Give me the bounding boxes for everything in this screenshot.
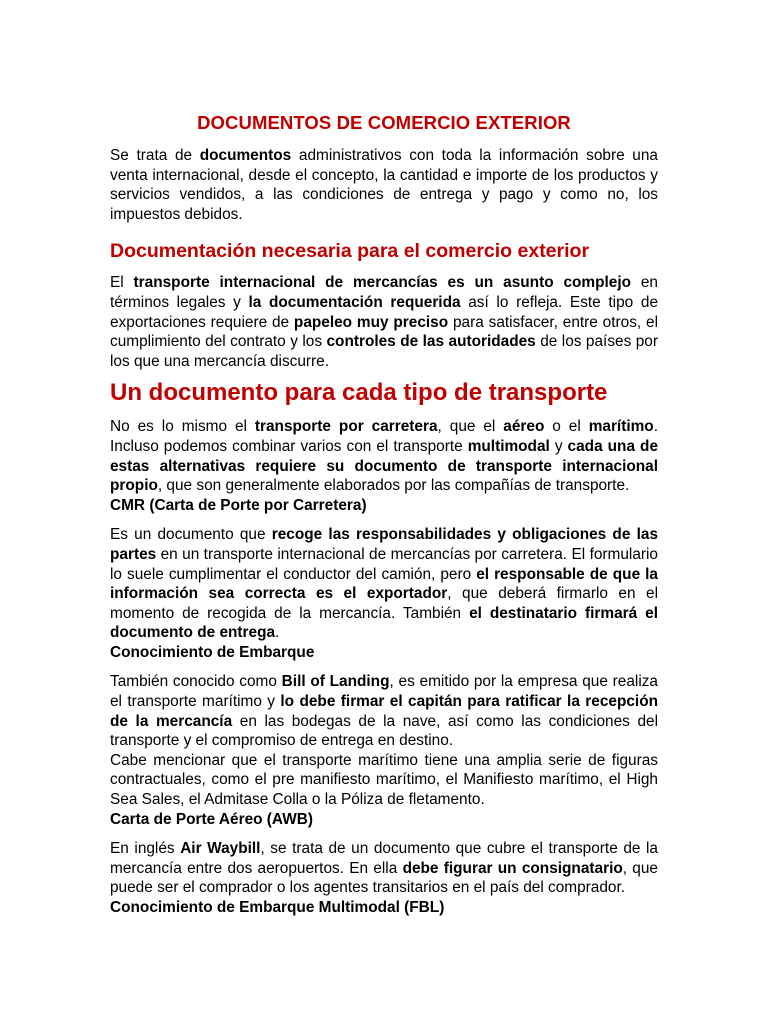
section-heading-transporte: Un documento para cada tipo de transporte: [110, 379, 608, 407]
bold-run: papeleo muy preciso: [293, 313, 449, 331]
text-run: Se trata de: [110, 147, 200, 164]
section2-paragraph: [110, 417, 658, 495]
bold-run: aéreo: [503, 418, 545, 436]
text-run: No es lo mismo el: [110, 418, 255, 436]
bold-run: documentos: [199, 147, 292, 164]
subheading-fbl: Conocimiento de Embarque Multimodal (FBL): [110, 899, 445, 916]
awb-paragraph: [110, 839, 658, 898]
subheading-awb: Carta de Porte Aéreo (AWB): [110, 810, 313, 828]
text-run: , que deberá firmarlo en el momento de recogida de la mercancía. También: [110, 585, 658, 622]
text-run: , que son generalmente elaborados por las compañías de transporte.: [157, 477, 630, 495]
bold-run: controles de las autoridades: [326, 333, 536, 351]
bold-run: marítimo: [588, 418, 654, 436]
bold-run: recoge las responsabilidades y obligaciones de las partes: [110, 526, 658, 563]
bold-run: Bill of Landing: [281, 673, 390, 691]
text-run: También conocido como: [110, 673, 282, 691]
bl-paragraph: [110, 672, 658, 750]
text-run: administrativos con toda la información sobre una venta internacional, desde el concepto, la cantidad e importe de los productos y servicios vendidos, a las condiciones de entrega y pago y como no, los impuestos debidos.: [110, 147, 658, 223]
subheading-conocimiento-embarque: Conocimiento de Embarque: [110, 643, 315, 661]
bl-paragraph-2: Cabe mencionar que el transporte marítimo tiene una amplia serie de figuras contractuales, como el pre manifiesto marítimo, el Manifiesto marítimo, el High Sea Sales, el Admitase Colla o la Póliza de fletamento.: [110, 751, 658, 809]
text-run: El: [110, 274, 134, 292]
text-run: , que puede ser el comprador o los agentes transitarios en el país del comprador.: [110, 859, 658, 897]
text-run: para satisfacer, entre otros, el cumplimiento del contrato y los: [110, 313, 658, 351]
text-run: en las bodegas de la nave, así como las condiciones del transporte y el compromiso de entrega en destino.: [110, 712, 659, 750]
bold-run: el destinatario firmará el documento de entrega: [110, 604, 658, 642]
document-title: DOCUMENTOS DE COMERCIO EXTERIOR: [197, 112, 571, 133]
text-run: En inglés: [110, 840, 181, 858]
section-heading-documentacion: Documentación necesaria para el comercio exterior: [110, 240, 590, 263]
section1-paragraph: [110, 273, 658, 371]
bold-run: multimodal: [467, 437, 550, 455]
subheading-cmr: CMR (Carta de Porte por Carretera): [110, 496, 367, 514]
text-run: . Incluso podemos combinar varios con el transporte: [110, 418, 658, 455]
text-run: , es emitido por la empresa que realiza el transporte marítimo y: [110, 673, 658, 711]
cmr-paragraph: [110, 525, 658, 643]
text-run: , se trata de un documento que cubre el transporte de la mercancía entre dos aeropuertos. En ella: [110, 840, 658, 877]
intro-paragraph: [110, 146, 658, 224]
bold-run: cada una de estas alternativas requiere su documento de transporte internacional propio: [110, 437, 658, 495]
bold-run: transporte por carretera: [254, 418, 438, 436]
bold-run: la documentación requerida: [248, 293, 461, 311]
text-run: de los países por los que una mercancía discurre.: [110, 333, 658, 370]
bold-run: el responsable de que la información sea correcta es el exportador: [110, 565, 658, 603]
text-run: .: [275, 624, 280, 642]
text-run: Es un documento que: [110, 526, 272, 544]
text-run: así lo refleja. Este tipo de exportaciones requiere de: [110, 293, 658, 331]
text-run: y: [549, 437, 568, 455]
bold-run: lo debe firmar el capitán para ratificar la recepción de la mercancía: [110, 693, 658, 730]
text-run: o el: [544, 418, 589, 436]
bold-run: Air Waybill: [180, 840, 261, 858]
text-run: en términos legales y: [110, 274, 658, 311]
text-run: , que el: [437, 418, 504, 436]
bold-run: transporte internacional de mercancías es un asunto complejo: [133, 274, 632, 292]
bold-run: debe figurar un consignatario: [402, 859, 623, 877]
text-run: en un transporte internacional de mercancías por carretera. El formulario lo suele cumplimentar el conductor del camión, pero: [110, 545, 658, 583]
